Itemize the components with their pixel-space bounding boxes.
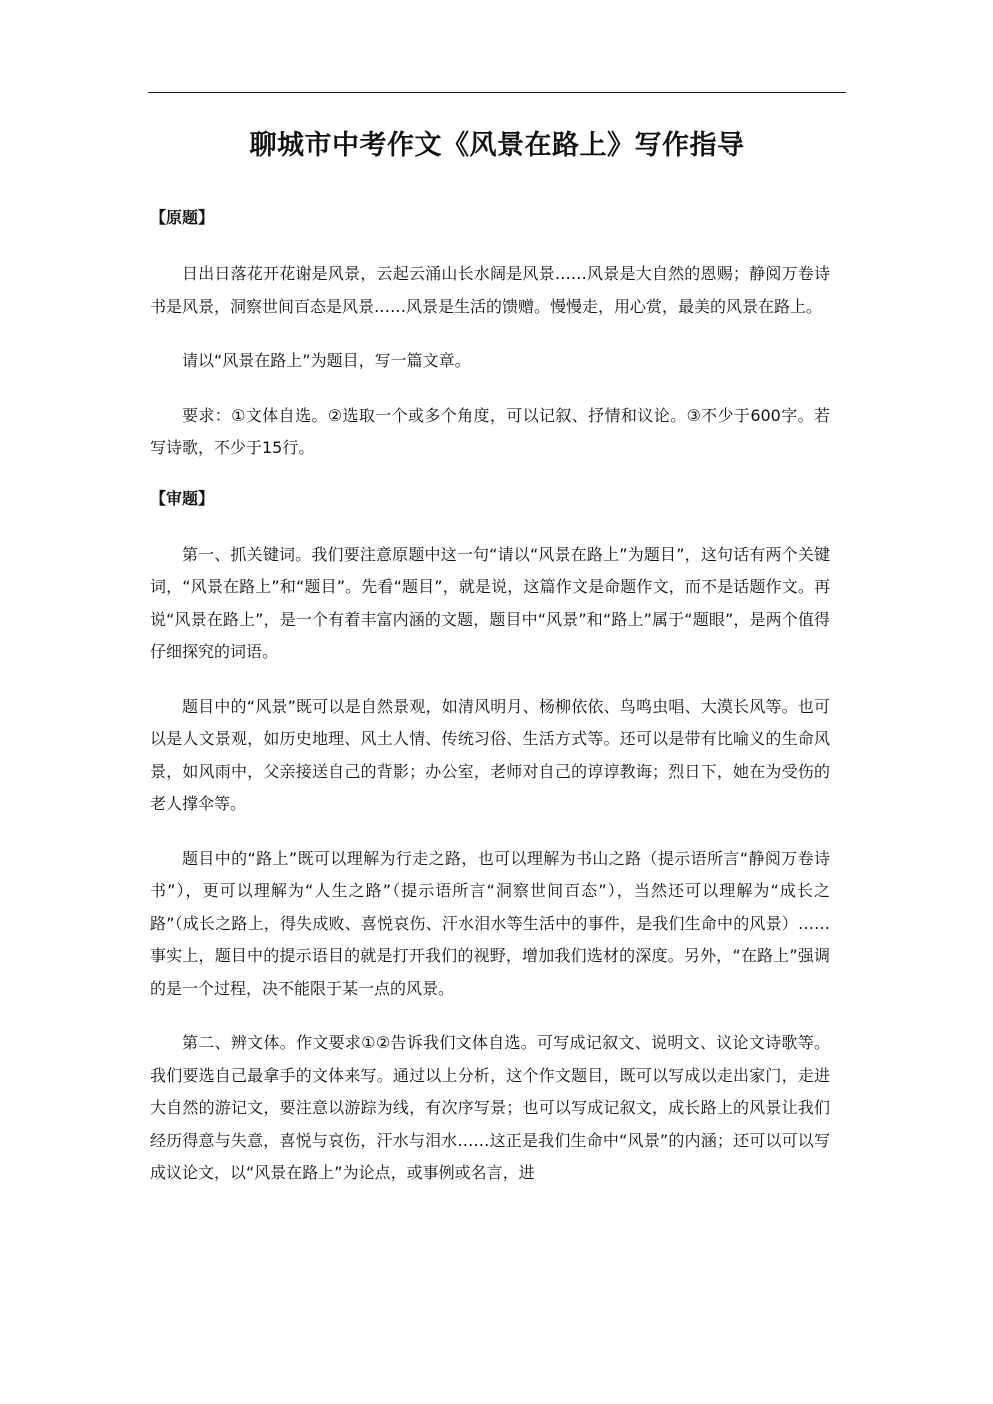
paragraph: 请以“风景在路上”为题目，写一篇文章。: [182, 351, 471, 370]
paragraph: 第一、抓关键词。我们要注意原题中这一句“请以“风景在路上”为题目”，这句话有两个关键词，“风景在路上”和“题目”。先看“题目”，就是说，这篇作文是命题作文，而不是话题作文。再说“风景在路上”，是一个有着丰富内涵的文题，题目中“风景”和“路上”属于“题眼”，是两个值得仔细探究的词语。: [150, 544, 830, 661]
document-title: 聊城市中考作文《风景在路上》写作指导: [249, 130, 745, 161]
paragraph: 题目中的“风景”既可以是自然景观，如清风明月、杨柳依依、鸟鸣虫唱、大漠长风等。也可以是人文景观，如历史地理、风土人情、传统习俗、生活方式等。还可以是带有比喻义的生命风景，如风雨中，父亲接送自己的背影；办公室，老师对自己的谆谆教诲；烈日下，她在为受伤的老人撑伞等。: [150, 696, 830, 813]
document-body: [150, 204, 830, 1190]
paragraph: 第二、辨文体。作文要求①②告诉我们文体自选。可写成记叙文、说明文、议论文诗歌等。我们要选自己最拿手的文体来写。通过以上分析，这个作文题目，既可以写成以走出家门，走进大自然的游记文，要注意以游踪为线，有次序写景；也可以写成记叙文，成长路上的风景让我们经历得意与失意，喜悦与哀伤，汗水与泪水……这正是我们生命中“风景”的内涵；还可以可以写成议论文，以“风景在路上”为论点，或事例或名言，进: [150, 1033, 830, 1182]
header-rule: [148, 92, 846, 93]
paragraph: 要求：①文体自选。②选取一个或多个角度，可以记叙、抒情和议论。③不少于600字。若写诗歌，不少于15行。: [150, 405, 830, 457]
paragraph: 日出日落花开花谢是风景，云起云涌山长水阔是风景……风景是大自然的恩赐；静阅万卷诗书是风景，洞察世间百态是风景……风景是生活的馈赠。慢慢走，用心赏，最美的风景在路上。: [150, 264, 830, 316]
paragraph: 题目中的“路上”既可以理解为行走之路，也可以理解为书山之路（提示语所言“静阅万卷诗书”），更可以理解为“人生之路”（提示语所言“洞察世间百态”），当然还可以理解为“成长之路”（成长之路上，得失成败、喜悦哀伤、汗水泪水等生活中的事件，是我们生命中的风景）……事实上，题目中的提示语目的就是打开我们的视野，增加我们选材的深度。另外，“在路上”强调的是一个过程，决不能限于某一点的风景。: [150, 848, 830, 998]
section-heading-original-question: 【原题】: [150, 208, 215, 227]
section-heading-analysis: 【审题】: [150, 488, 215, 508]
